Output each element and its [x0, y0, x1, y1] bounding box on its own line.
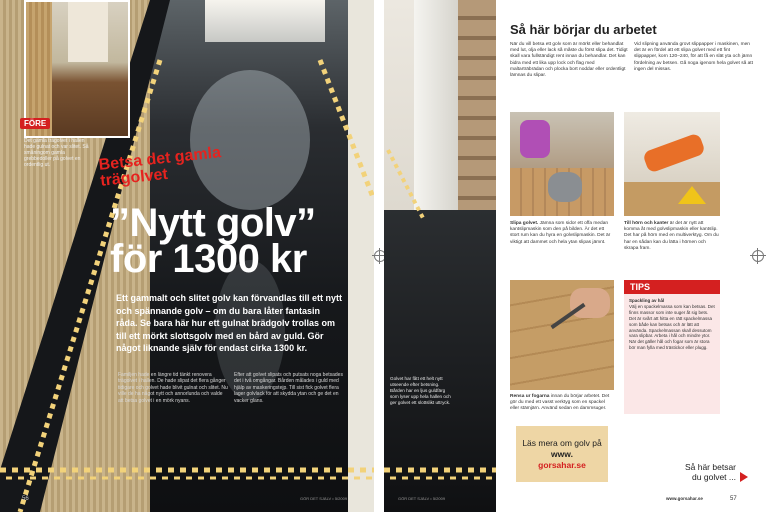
footer-middle: GÖR DET SJÄLV • 5/2009 [398, 496, 446, 501]
article-page [496, 0, 768, 512]
arrow-right-icon [740, 472, 748, 482]
tips-body: Välj en spackelmassa som kan betsas. Det finns massor som inte suger åt sig bets. Det är svårt att hitta en rätt spackelmassa som både kan betsas och är lätt att använda. Spackelmassan skall dessutom vara slipbar. Arbeta i hål och mindre ytor. När det gäller hål och fogar som är stora bör man fylla med trästickor eller plugg. [629, 303, 715, 351]
tips-heading: TIPS [624, 280, 720, 294]
page-number-left: 56 [22, 496, 29, 502]
photo-caption: Golvet har fått ett helt nytt utseende efter betsning. Bården har en ljus guldfärg som lyser upp hela hallen och ger golvet ett slottslikt uttryck. [390, 376, 451, 405]
promo-line-1: Läs mera om golv på [522, 438, 602, 448]
article-title: Så här börjar du arbetet [510, 22, 657, 37]
kicker: Betsa det gamla trägolvet [97, 144, 222, 190]
tips-box [624, 280, 720, 414]
gold-border-pattern-right [384, 0, 496, 512]
footer-left: GÖR DET SJÄLV • 5/2009 [300, 496, 348, 501]
tips-text [629, 298, 715, 351]
sanding-photo [510, 112, 614, 216]
web-promo-box[interactable] [516, 426, 608, 482]
web-promo-text [516, 438, 608, 471]
tips-subheading: Spackling av hål [629, 298, 665, 303]
headline: ”Nytt golv” för 1300 kr [110, 201, 316, 281]
teaser-line-2: du golvet ... [692, 472, 736, 482]
caption-joints-text: innan du börjar arbetet. Det gör du med ett vasst verktyg som en spackel eller stämjärn. Använd sedan en dammsuger. [510, 394, 610, 412]
caption-sanding-bold: Slipa golvet. [510, 221, 539, 226]
promo-url-link[interactable]: gorsahar.se [538, 460, 586, 470]
caption-corners-text: är det är nytt att komma åt med golvslipmaskin eller kantslip. Det har på hörn med en multiverktyg. Om du har en sådan kan du lätta i hörnen och skrapa fram. [624, 221, 719, 251]
joint-cleaning-photo [510, 280, 614, 390]
right-page-photo [384, 0, 496, 512]
before-badge: FÖRE [20, 118, 50, 129]
lead-paragraph: Ett gammalt och slitet golv kan förvandlas till ett nytt och spännande golv – om du bara låter fantasin råda. Se bara här hur ett gulnat brädgolv trollas om till ett mörkt slottsgolv med en bård av guld. Gör något liknande själv för endast cirka 1300 kr. [116, 293, 343, 354]
footer-url: www.gorsahar.se [666, 496, 703, 501]
left-page-photo [0, 0, 374, 512]
caption-sanding [510, 221, 614, 246]
corner-sanding-photo [624, 112, 720, 216]
next-page-teaser [654, 462, 736, 482]
body-text-column-2: Efter att golvet slipats och putsats noga betsades det i två omgångar. Bården målades i guld med hjälp av maskeringstejp. Till sist fick golvet flera lager golvlack för att skydda ytan och ge det en vacker glans. [234, 372, 343, 404]
intro-text-column-1: När du vill betsa ett golv som är mörkt eller behandlat med lut, olja eller lack så måste du först slipa det. Tidigt skall vara fullständigt rent innan du behandlar. Det kan bidra med ett lika upp lock och flag med maltarträbrädan och plocka bort noddar eller ordentligt lämnas du slipar. [510, 42, 628, 79]
caption-corners-bold: Till hörn och kanter [624, 221, 669, 226]
caption-joints-bold: Rensa ur fogarna [510, 394, 550, 399]
intro-text-column-2: Vid slipning använda grovt slippapper i maskinen, men det är en fördel att ett slipa golvet med ett fint slippapper, korn 120–240, för att få en slät yta och jämn fördelning av betsen. Gå noga igenom hela golvet så att ingen del missas. [634, 42, 753, 72]
caption-joints [510, 394, 614, 413]
body-text-column-1: Familjen hade en längre tid tänkt renovera trägolvet i hallen. De hade slipat det flera gånger tidigare och golvet hade blivit gulnat och slitet. Nu ville de ha något nytt och annorlunda och valde att betsa golvet i en mörk nyans. [118, 372, 228, 404]
teaser-line-1: Så här betsar [684, 462, 736, 472]
caption-corners [624, 221, 720, 252]
page-number-right: 57 [730, 496, 737, 502]
before-caption: Det gamla trägolvet i hallen hade gulnat och var slitet. Så småningom gamla grebbedoller på golvet en ordentlig ut. [24, 138, 89, 168]
caption-sanding-text: Jämna som sidor ett offa medan kantslipmaskin som den på bilden. Är det ett stort rum kan du hyra en golvslipmaskin. Det är viktigt att dammet och hela ytan slipas jämnt. [510, 221, 611, 245]
promo-line-2: www. [551, 449, 573, 459]
registration-mark-icon [752, 250, 764, 262]
